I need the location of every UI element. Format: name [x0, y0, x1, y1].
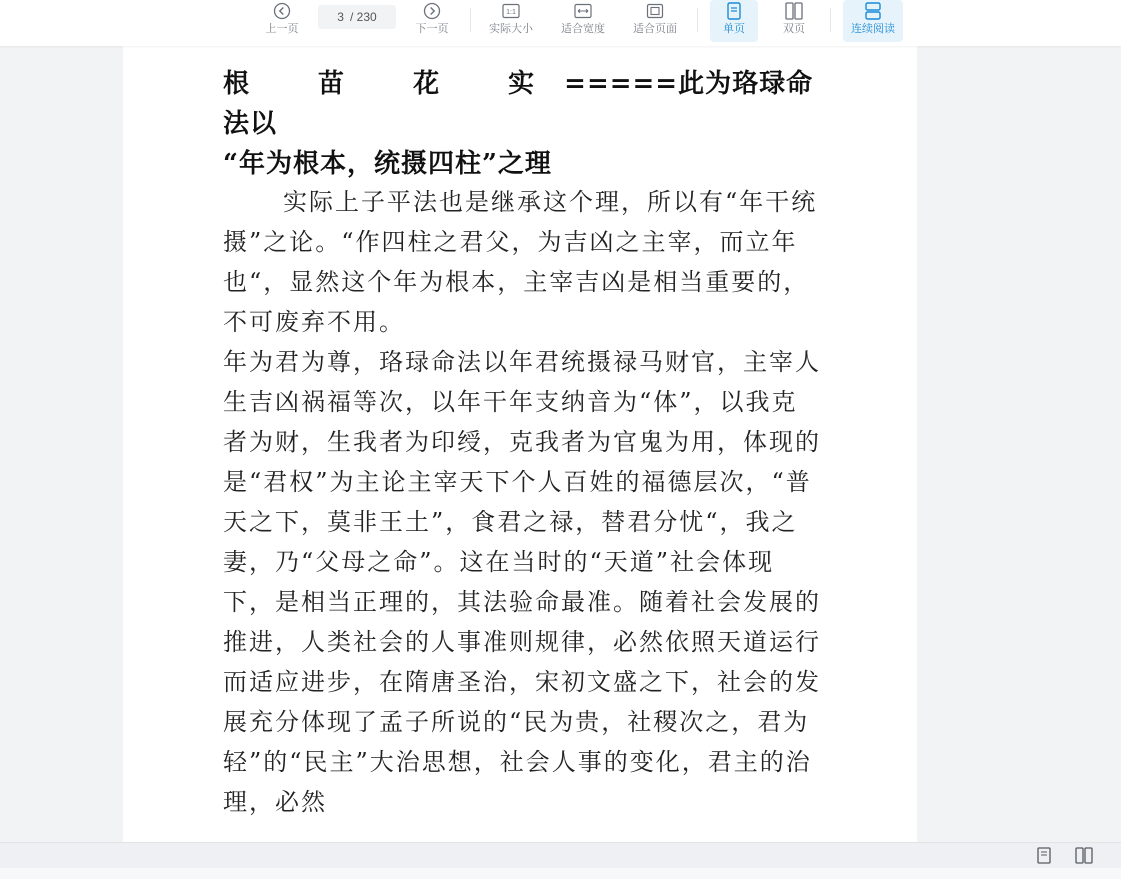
- continuous-reading-button[interactable]: [843, 0, 903, 42]
- single-page-label: 单页: [723, 23, 745, 35]
- status-bar: [0, 842, 1121, 869]
- prev-page-button[interactable]: [262, 0, 302, 42]
- svg-text:1:1: 1:1: [506, 9, 516, 16]
- title-suffix: =====此为珞琭命法以: [223, 69, 814, 139]
- fit-width-label: 适合宽度: [561, 23, 605, 35]
- prev-page-label: 上一页: [265, 23, 299, 35]
- body-text: [223, 182, 823, 822]
- single-page-icon[interactable]: [1037, 847, 1051, 869]
- toolbar-divider: [470, 8, 471, 32]
- double-page-icon: [785, 2, 803, 20]
- toolbar: [0, 0, 1121, 46]
- fit-page-icon: [646, 2, 664, 20]
- toolbar-divider: [697, 8, 698, 32]
- window-bottom-edge: [0, 868, 1121, 879]
- paragraph: 年为君为尊，珞琭命法以年君统摄禄马财官，主宰人生吉凶祸福等次，以年干年支纳音为“体”，以我克者为财，生我者为印绶，克我者为官鬼为用，体现的是“君权”为主论主宰天下个人百姓的福德层次，“普天之下，莫非王土”，食君之禄，替君分忧“，我之妻，乃“父母之命”。这在当时的“天道”社会体现下，是相当正理的，其法验命最准。随着社会发展的推进，人类社会的人事准则规律，必然依照天道运行而适应进步，在隋唐圣治，宋初文盛之下，社会的发展充分体现了孟子所说的“民为贵，社稷次之，君为轻”的“民主”大治思想，社会人事的变化，君主的治理，必然: [223, 348, 821, 816]
- page-title: [223, 64, 823, 184]
- title-prefix: 根 苗 花 实: [223, 69, 565, 99]
- actual-size-label: 实际大小: [489, 23, 533, 35]
- fit-width-button[interactable]: [556, 0, 610, 42]
- chevron-right-icon: [423, 2, 441, 20]
- chevron-left-icon: [273, 2, 291, 20]
- double-page-label: 双页: [783, 23, 805, 35]
- single-page-button[interactable]: [710, 0, 758, 42]
- continuous-reading-label: 连续阅读: [851, 23, 895, 35]
- actual-size-button[interactable]: [484, 0, 538, 42]
- paragraph: 实际上子平法也是继承这个理，所以有“年干统摄”之论。“作四柱之君父，为吉凶之主宰，而立年也“，显然这个年为根本，主宰吉凶是相当重要的，不可废弃不用。: [223, 188, 818, 336]
- next-page-button[interactable]: [412, 0, 452, 42]
- current-page-input[interactable]: 3: [337, 10, 344, 24]
- document-page: [123, 46, 917, 846]
- toolbar-divider: [830, 8, 831, 32]
- double-page-button[interactable]: [770, 0, 818, 42]
- next-page-label: 下一页: [415, 23, 449, 35]
- double-page-icon[interactable]: [1075, 847, 1093, 869]
- title-line-2: “年为根本，统摄四柱”之理: [223, 149, 552, 179]
- page-total: / 230: [349, 10, 377, 24]
- single-page-icon: [726, 2, 742, 20]
- actual-size-icon: [502, 2, 520, 20]
- page-number-box[interactable]: [318, 5, 396, 29]
- fit-page-label: 适合页面: [633, 23, 677, 35]
- continuous-reading-icon: [864, 2, 882, 20]
- fit-page-button[interactable]: [628, 0, 682, 42]
- fit-width-icon: [574, 2, 592, 20]
